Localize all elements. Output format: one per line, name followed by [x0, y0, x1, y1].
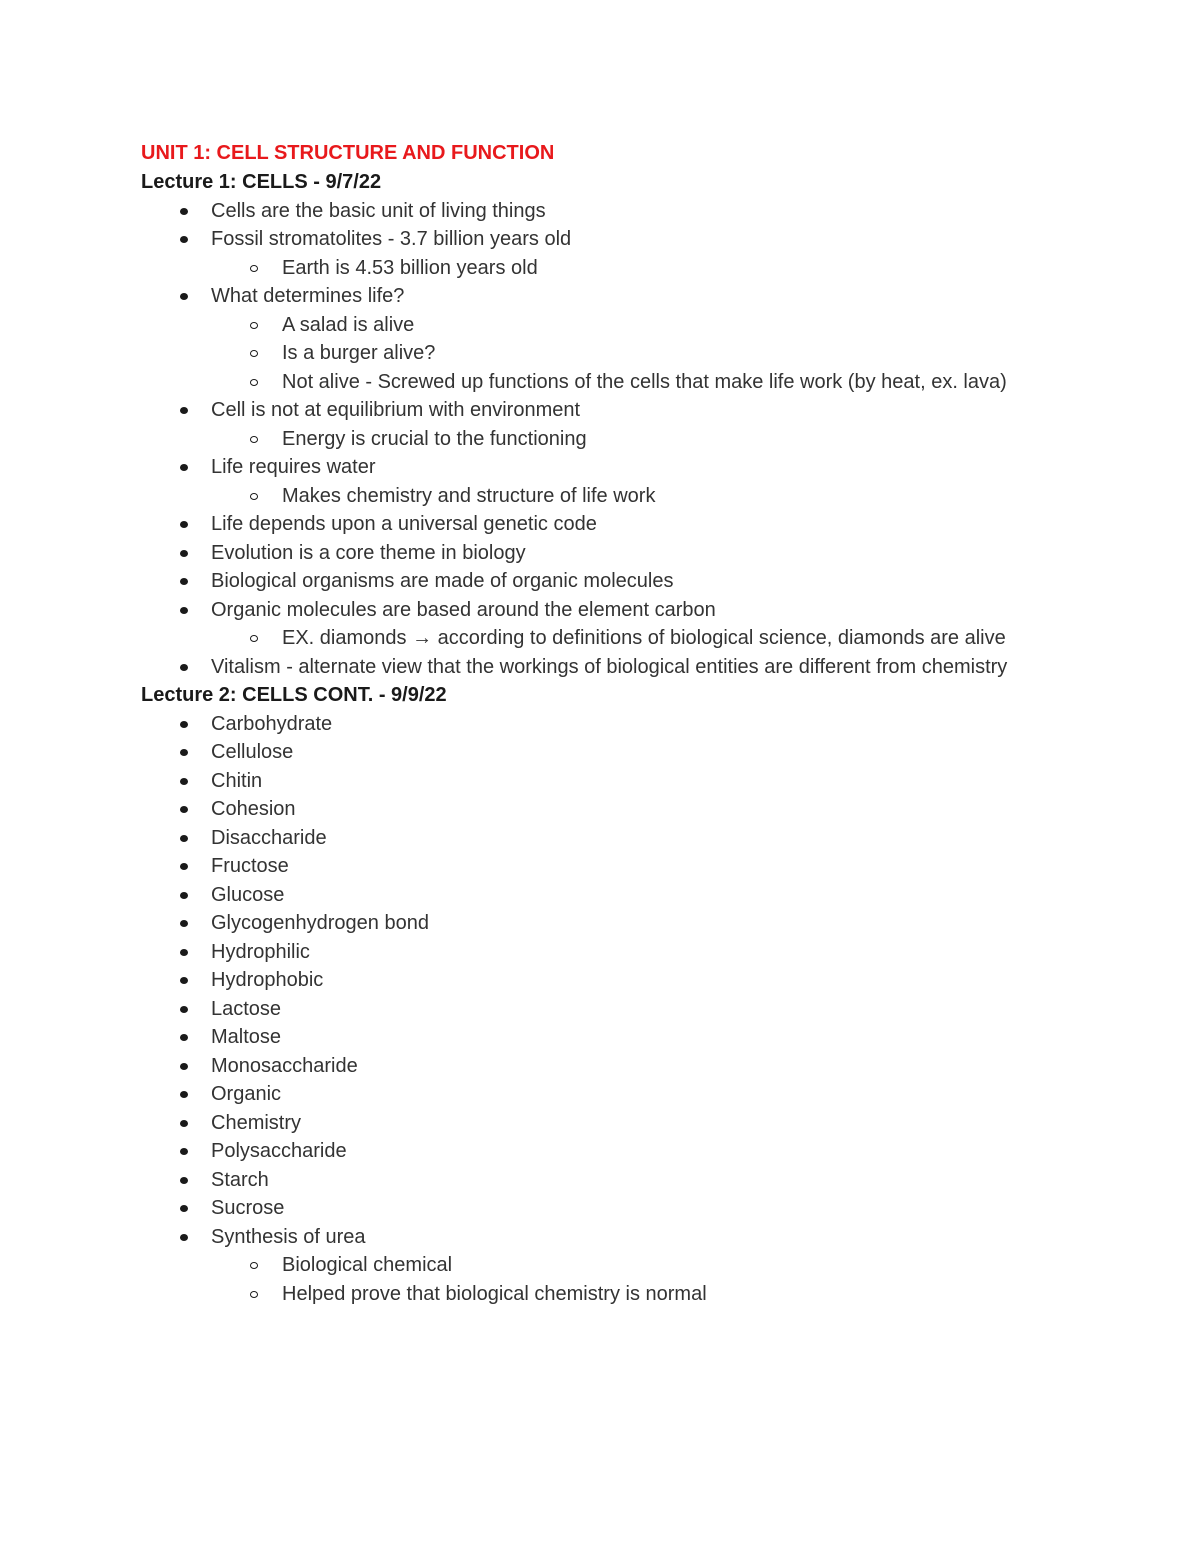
sub-list-item-text: Helped prove that biological chemistry is normal: [282, 1282, 707, 1305]
list-item: [141, 995, 1041, 1024]
list-item-text: Organic molecules are based around the element carbon: [211, 598, 716, 621]
list-item: [141, 1023, 1041, 1052]
sub-list-item-text: Is a burger alive?: [282, 342, 436, 364]
bullet-circle-icon: [250, 436, 258, 443]
bullet-disc-icon: [180, 1148, 188, 1155]
bullet-disc-icon: [180, 208, 188, 215]
list-item: [141, 710, 1041, 739]
bullet-disc-icon: [180, 920, 188, 927]
sub-list-item-text: Biological chemical: [282, 1254, 453, 1276]
list-item-text: Evolution is a core theme in biology: [211, 541, 526, 564]
bullet-disc-icon: [180, 1205, 188, 1212]
list-item: [141, 966, 1041, 995]
list-item: [141, 596, 1041, 625]
list-item: [141, 795, 1041, 824]
list-item-text: Chitin: [211, 769, 263, 792]
bullet-disc-icon: [180, 293, 188, 300]
bullet-circle-icon: [250, 1262, 258, 1269]
list-item-text: Chemistry: [211, 1111, 302, 1134]
list-item-text: Polysaccharide: [211, 1140, 347, 1162]
sub-list-item: [141, 254, 1041, 283]
list-item-text: Starch: [211, 1168, 269, 1191]
bullet-disc-icon: [180, 664, 188, 671]
document-page: [141, 139, 1041, 1308]
list-item: [141, 767, 1041, 796]
list-item: [141, 824, 1041, 853]
sub-list-item-text: EX. diamonds → according to definitions of biological science, diamonds are alive: [282, 627, 1006, 649]
list-item-text: Cells are the basic unit of living things: [211, 199, 546, 222]
list-item-text: Cell is not at equilibrium with environment: [211, 399, 581, 421]
lecture-title: Lecture 2: CELLS CONT. - 9/9/22: [141, 684, 447, 706]
bullet-disc-icon: [180, 1034, 188, 1041]
sub-list-item: [141, 482, 1041, 511]
bullet-disc-icon: [180, 1120, 188, 1127]
list-item-text: Life requires water: [211, 456, 376, 478]
list-item-text: Glycogenhydrogen bond: [211, 912, 429, 934]
bullet-disc-icon: [180, 1006, 188, 1013]
list-item: [141, 1080, 1041, 1109]
sub-list-item-text: Makes chemistry and structure of life work: [282, 484, 656, 507]
bullet-disc-icon: [180, 464, 188, 471]
list-item: [141, 653, 1041, 682]
list-item: [141, 881, 1041, 910]
sub-list-item: [141, 425, 1041, 454]
bullet-circle-icon: [250, 1291, 258, 1298]
sub-list-item: [141, 1280, 1041, 1309]
list-item-text: Hydrophilic: [211, 940, 310, 963]
list-item-text: Sucrose: [211, 1197, 285, 1219]
list-item-text: Monosaccharide: [211, 1054, 358, 1077]
bullet-list: [141, 197, 1041, 682]
list-item: [141, 225, 1041, 254]
bullet-circle-icon: [250, 350, 258, 357]
bullet-disc-icon: [180, 721, 188, 728]
bullet-list: [141, 710, 1041, 1309]
bullet-disc-icon: [180, 1063, 188, 1070]
list-item: [141, 567, 1041, 596]
bullet-disc-icon: [180, 863, 188, 870]
list-item: [141, 510, 1041, 539]
sub-list-item-text: A salad is alive: [282, 313, 415, 336]
bullet-disc-icon: [180, 949, 188, 956]
bullet-disc-icon: [180, 607, 188, 614]
sub-list-item: [141, 624, 1041, 653]
bullet-disc-icon: [180, 806, 188, 813]
bullet-disc-icon: [180, 835, 188, 842]
bullet-disc-icon: [180, 550, 188, 557]
list-item: [141, 1137, 1041, 1166]
bullet-disc-icon: [180, 578, 188, 585]
bullet-disc-icon: [180, 236, 188, 243]
list-item-text: Life depends upon a universal genetic code: [211, 513, 597, 535]
bullet-circle-icon: [250, 493, 258, 500]
sub-list-item-text: Energy is crucial to the functioning: [282, 427, 587, 450]
lecture-title: Lecture 1: CELLS - 9/7/22: [141, 171, 382, 193]
list-item: [141, 738, 1041, 767]
list-item-text: Fossil stromatolites - 3.7 billion years old: [211, 228, 572, 250]
list-item: [141, 938, 1041, 967]
list-item: [141, 852, 1041, 881]
list-item-text: Synthesis of urea: [211, 1225, 366, 1248]
list-item: [141, 1052, 1041, 1081]
list-item: [141, 909, 1041, 938]
sub-list-item: [141, 1251, 1041, 1280]
bullet-disc-icon: [180, 521, 188, 528]
bullet-disc-icon: [180, 1177, 188, 1184]
list-item-text: Lactose: [211, 997, 282, 1020]
bullet-disc-icon: [180, 1234, 188, 1241]
sub-list-item: [141, 339, 1041, 368]
bullet-disc-icon: [180, 892, 188, 899]
list-item-text: Cohesion: [211, 798, 296, 820]
list-item-text: Vitalism - alternate view that the workings of biological entities are different from chemistry: [211, 655, 1008, 678]
list-item: [141, 1109, 1041, 1138]
list-item-text: Fructose: [211, 855, 289, 877]
bullet-disc-icon: [180, 977, 188, 984]
list-item-text: Glucose: [211, 883, 285, 906]
list-item: [141, 539, 1041, 568]
list-item-text: What determines life?: [211, 285, 405, 307]
bullet-disc-icon: [180, 749, 188, 756]
list-item: [141, 396, 1041, 425]
list-item-text: Carbohydrate: [211, 712, 333, 735]
list-item-text: Hydrophobic: [211, 969, 324, 991]
lectures-container: [141, 168, 1041, 1308]
bullet-circle-icon: [250, 265, 258, 272]
sub-list-item-text: Not alive - Screwed up functions of the cells that make life work (by heat, ex. lava): [282, 370, 1007, 393]
lecture-section: [141, 168, 1041, 681]
sub-list-item: [141, 311, 1041, 340]
bullet-disc-icon: [180, 1091, 188, 1098]
bullet-circle-icon: [250, 635, 258, 642]
lecture-section: [141, 681, 1041, 1308]
list-item-text: Cellulose: [211, 741, 294, 763]
bullet-circle-icon: [250, 322, 258, 329]
bullet-disc-icon: [180, 778, 188, 785]
list-item: [141, 1194, 1041, 1223]
list-item: [141, 1166, 1041, 1195]
bullet-disc-icon: [180, 407, 188, 414]
list-item: [141, 282, 1041, 311]
sub-list-item-text: Earth is 4.53 billion years old: [282, 256, 538, 279]
list-item: [141, 197, 1041, 226]
list-item-text: Biological organisms are made of organic molecules: [211, 570, 674, 592]
bullet-circle-icon: [250, 379, 258, 386]
list-item: [141, 453, 1041, 482]
list-item-text: Disaccharide: [211, 826, 327, 849]
list-item-text: Maltose: [211, 1026, 282, 1048]
unit-title: UNIT 1: CELL STRUCTURE AND FUNCTION: [141, 142, 555, 164]
list-item-text: Organic: [211, 1083, 282, 1105]
list-item: [141, 1223, 1041, 1252]
sub-list-item: [141, 368, 1041, 397]
